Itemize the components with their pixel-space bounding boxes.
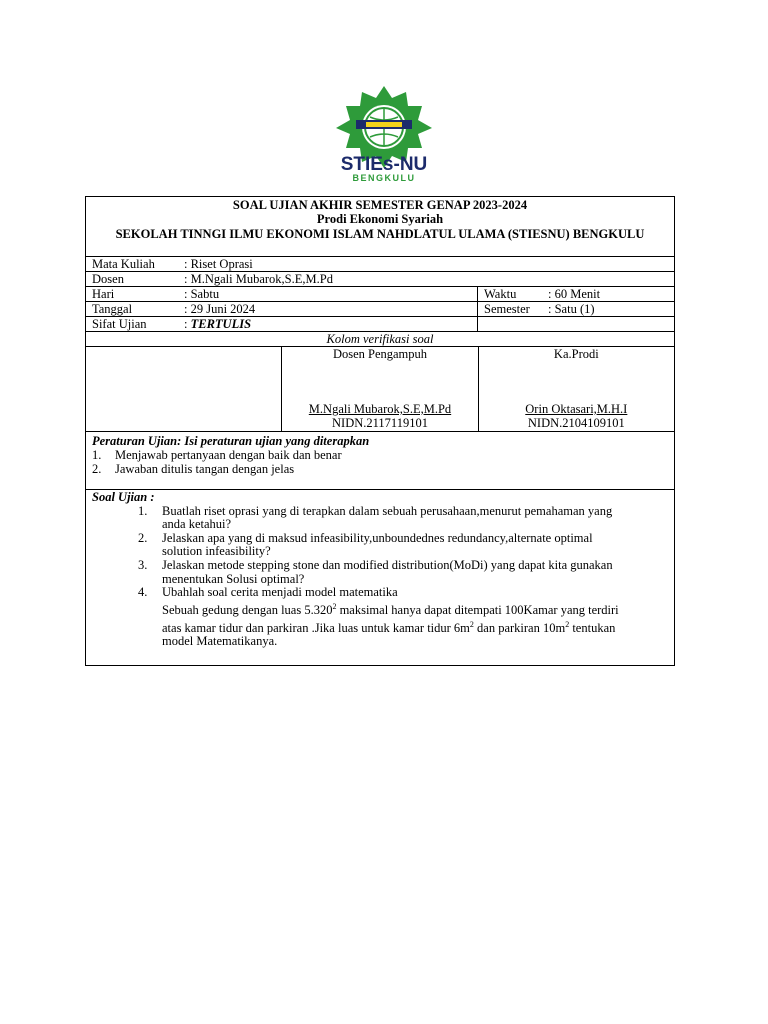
value-semester: : Satu (1) — [548, 302, 595, 316]
signature-dosen-title: Dosen Pengampuh — [332, 347, 428, 361]
signature-dosen — [282, 347, 477, 431]
exam-header — [86, 197, 674, 257]
signature-dosen-nidn: NIDN.2117119101 — [332, 416, 428, 430]
verification-title: Kolom verifikasi soal — [86, 332, 674, 347]
list-item: 2. Jawaban ditulis tangan dengan jelas — [92, 462, 295, 476]
label-mata-kuliah: Mata Kuliah — [92, 257, 155, 271]
exam-sheet — [85, 196, 675, 666]
value-sifat-ujian: TERTULIS — [190, 317, 252, 331]
row-tanggal — [86, 302, 674, 317]
row-mata-kuliah — [86, 257, 674, 272]
question-2: 2. Jelaskan apa yang di maksud infeasibility,unboundednes redundancy,alternate optimal solution infeasibility? — [138, 530, 593, 559]
value-tanggal: : 29 Juni 2024 — [184, 302, 256, 316]
question-4: 4. Ubahlah soal cerita menjadi model matematika Sebuah gedung dengan luas 5.320$^2$ maksimal hanya dapat ditempati 100Kamar yang terdiri atas kamar tidur dan parkiran .Jika luas untuk kamar tidur $6m^2$ dan parkiran $10m^2$ tentukan model Matematikanya. — [138, 585, 619, 649]
signature-kaprodi-name: Orin Oktasari,M.H.I — [525, 402, 628, 416]
label-dosen: Dosen — [92, 272, 124, 286]
value-dosen: : M.Ngali Mubarok,S.E,M.Pd — [184, 272, 333, 286]
row-dosen — [86, 272, 674, 287]
exam-rules — [86, 432, 674, 490]
logo-name: STIEs-NU — [340, 154, 428, 175]
signature-block — [86, 347, 674, 432]
value-hari: : Sabtu — [184, 287, 220, 301]
label-semester: Semester — [484, 302, 530, 316]
label-waktu: Waktu — [484, 287, 517, 301]
signature-dosen-name: M.Ngali Mubarok,S.E,M.Pd — [308, 402, 452, 416]
logo-sub: BENGKULU — [352, 173, 416, 183]
signature-kaprodi-nidn: NIDN.2104109101 — [527, 416, 625, 430]
header-title: SOAL UJIAN AKHIR SEMESTER GENAP 2023-2024 — [232, 198, 528, 212]
signature-kaprodi — [478, 347, 674, 431]
row-hari — [86, 287, 674, 302]
label-sifat-ujian: Sifat Ujian — [92, 317, 147, 331]
header-program: Prodi Ekonomi Syariah — [316, 212, 444, 226]
label-hari: Hari — [92, 287, 115, 301]
list-item: 1. Menjawab pertanyaan dengan baik dan benar — [92, 448, 342, 462]
exam-questions — [86, 490, 674, 665]
value-waktu: : 60 Menit — [548, 287, 601, 301]
label-tanggal: Tanggal — [92, 302, 133, 316]
question-3: 3. Jelaskan metode stepping stone dan modified distribution(MoDi) yang dapat kita gunakan menentukan Solusi optimal? — [138, 557, 613, 586]
signature-kaprodi-title: Ka.Prodi — [553, 347, 599, 361]
stiesnu-logo — [320, 84, 448, 184]
questions-title: Soal Ujian : — [92, 490, 155, 504]
question-1: 1. Buatlah riset oprasi yang di terapkan dalam sebuah perusahaan,menurut pemahaman yang anda ketahui? — [138, 503, 613, 532]
row-sifat-ujian: Sifat Ujian : TERTULIS — [86, 317, 674, 332]
rules-title: Peraturan Ujian: Isi peraturan ujian yang diterapkan — [92, 434, 370, 448]
header-institution: SEKOLAH TINNGI ILMU EKONOMI ISLAM NAHDLATUL ULAMA (STIESNU) BENGKULU — [115, 227, 645, 241]
value-mata-kuliah: : Riset Oprasi — [184, 257, 253, 271]
